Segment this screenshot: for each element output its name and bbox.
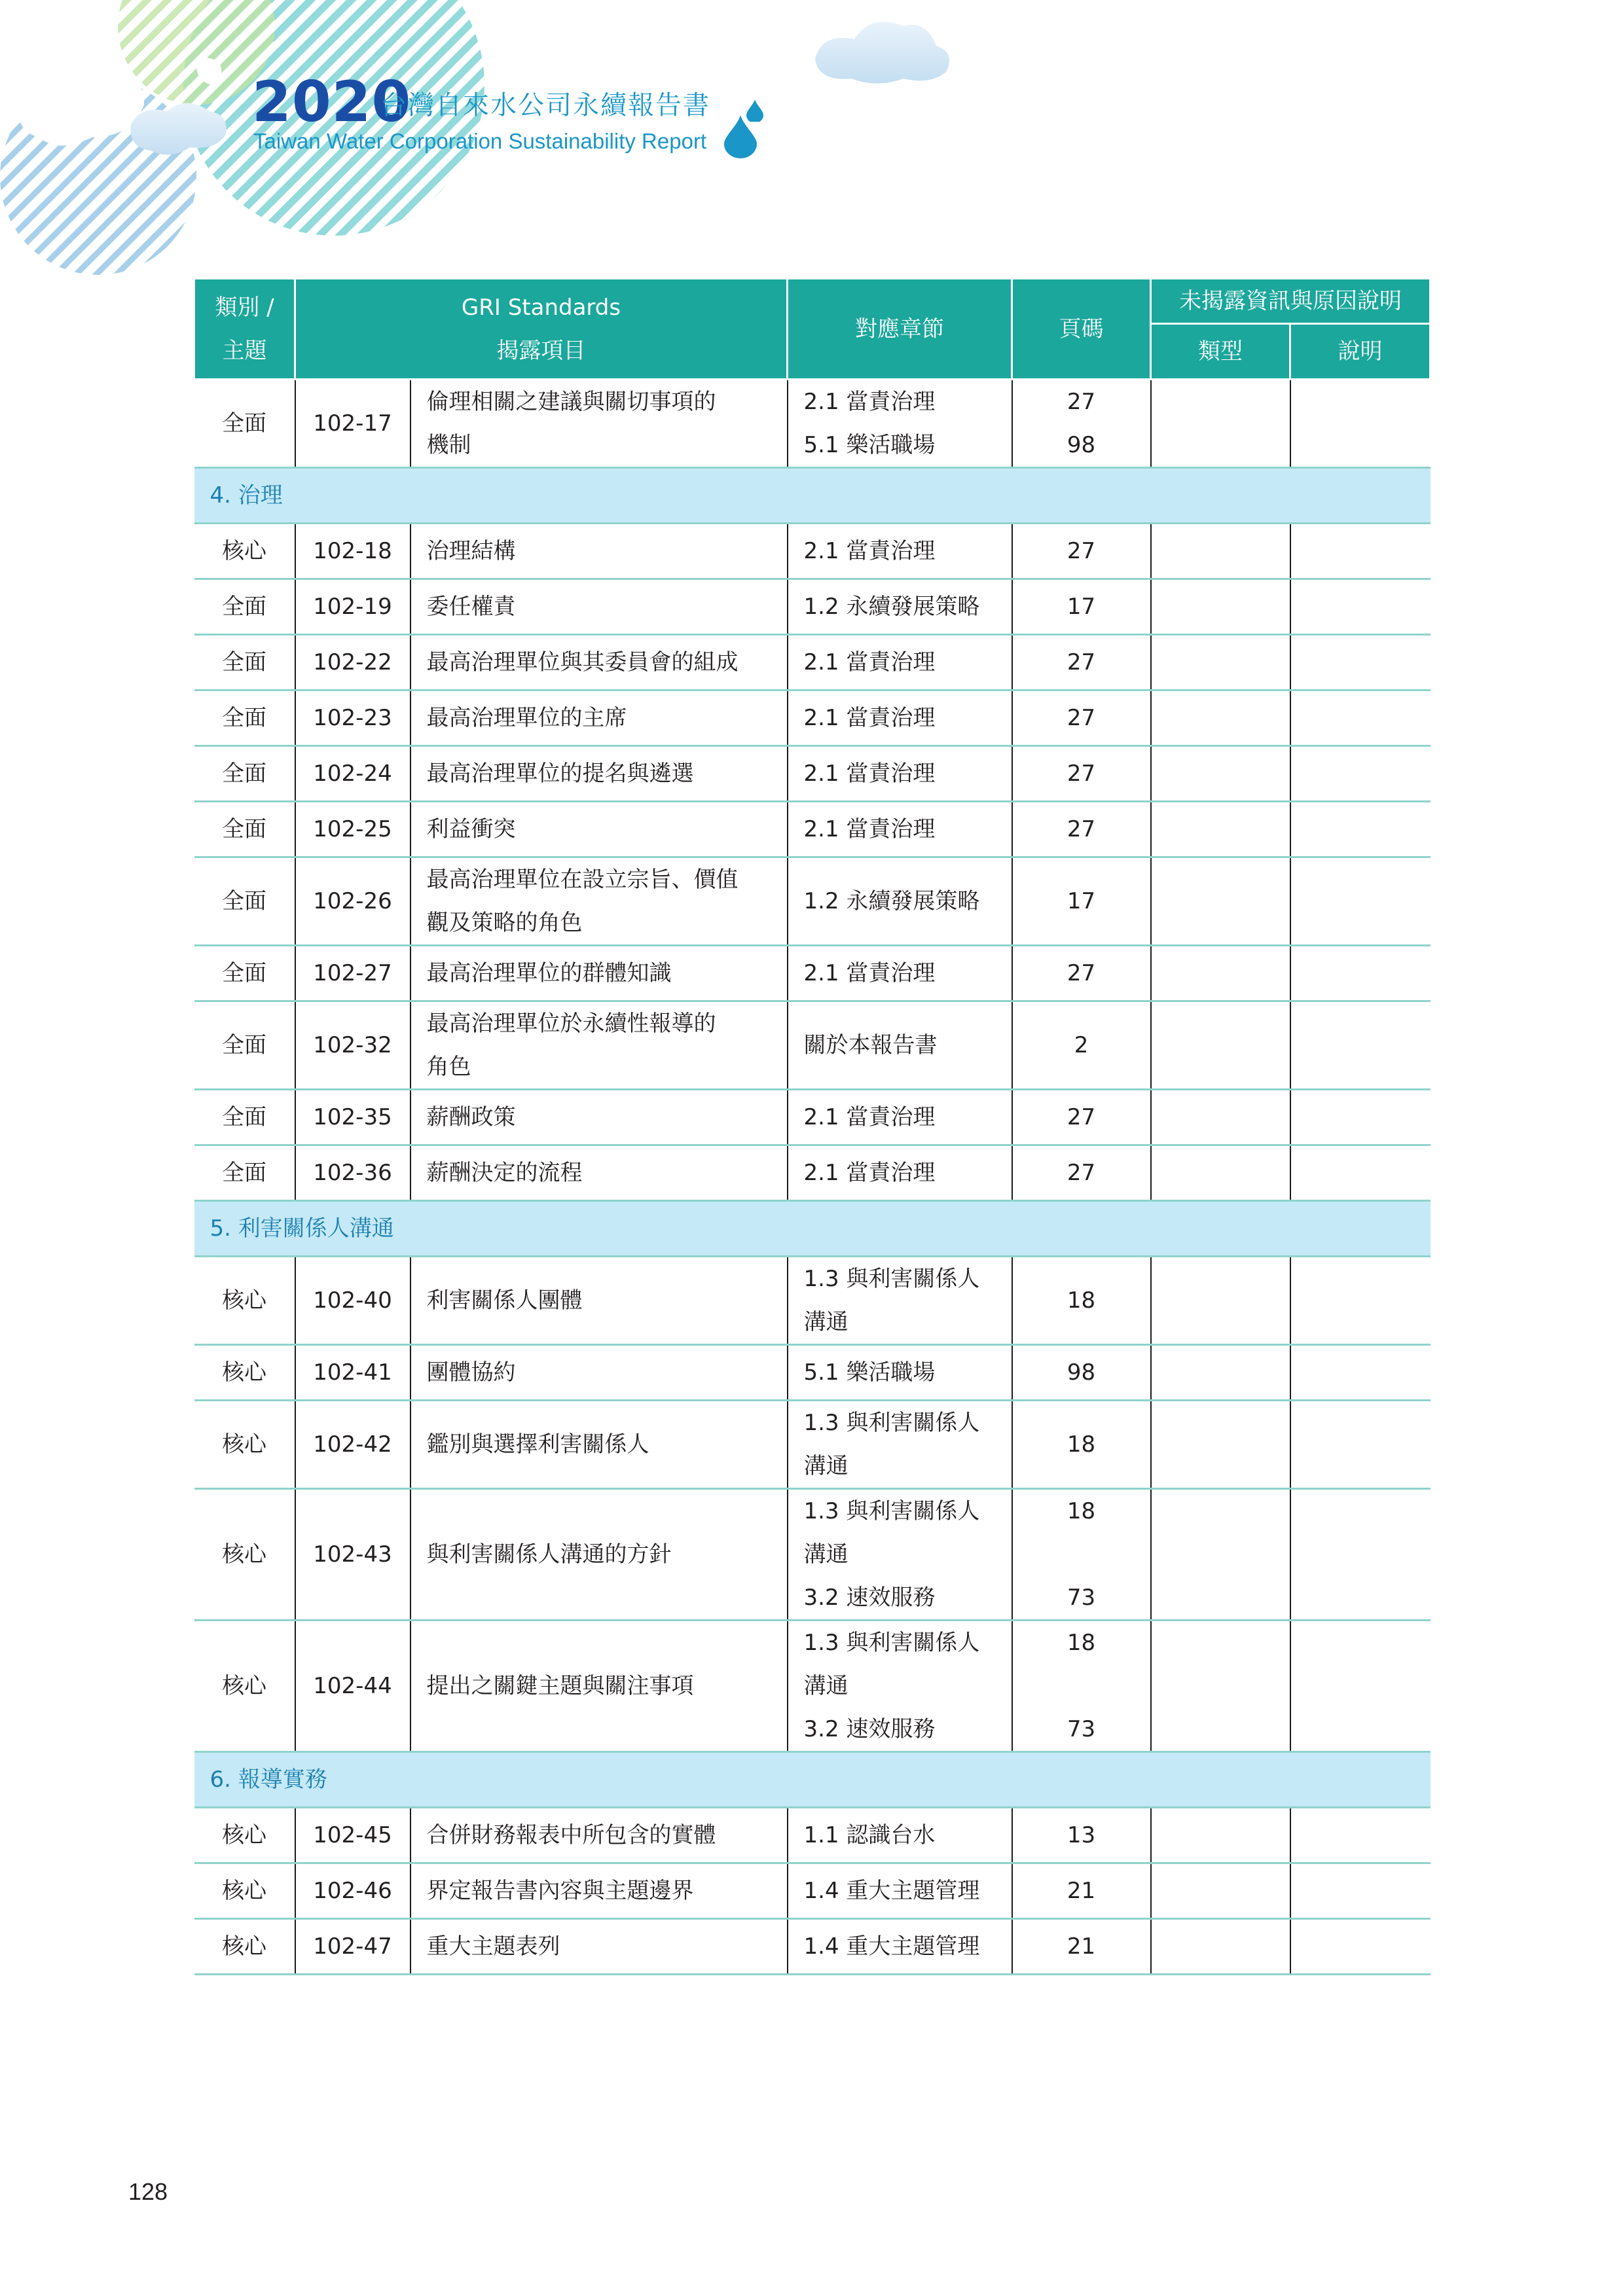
code-cell: 102-25 (295, 802, 410, 857)
table-row (194, 1401, 1431, 1489)
category-cell: 全面 (194, 691, 295, 746)
chapter-cell (788, 946, 1012, 1001)
chapter-line: 1.3 與利害關係人 (803, 1630, 980, 1656)
omission-desc-cell (1290, 1090, 1431, 1145)
omission-type-cell (1151, 946, 1290, 1001)
omission-desc-cell (1290, 857, 1431, 946)
page-line (1013, 1533, 1150, 1576)
table-row (194, 746, 1431, 802)
page-line: 2 (1074, 1032, 1089, 1058)
table-body (194, 380, 1431, 1975)
chapter-cell (788, 1257, 1012, 1345)
omission-desc-cell (1290, 1257, 1431, 1345)
chapter-line: 溝通 (803, 1453, 848, 1479)
table-row (194, 946, 1431, 1001)
page-line: 13 (1067, 1822, 1096, 1848)
chapter-line: 1.4 重大主題管理 (803, 1878, 980, 1904)
omission-desc-cell (1290, 635, 1431, 691)
item-cell (410, 1489, 788, 1621)
table-row (194, 524, 1431, 579)
page-cell (1012, 857, 1151, 946)
chapter-cell (788, 746, 1012, 802)
omission-desc-cell (1290, 380, 1431, 468)
item-line: 倫理相關之建議與關切事項的 (426, 389, 716, 415)
page-line: 73 (1067, 1716, 1096, 1742)
page-cell (1012, 579, 1151, 635)
chapter-line: 溝通 (803, 1673, 848, 1699)
item-cell (410, 524, 788, 579)
category-cell: 全面 (194, 1090, 295, 1145)
table-row (194, 635, 1431, 691)
chapter-cell (788, 579, 1012, 635)
table-row (194, 1145, 1431, 1201)
page-cell (1012, 802, 1151, 857)
chapter-line: 1.3 與利害關係人 (803, 1410, 980, 1436)
omission-desc-cell (1290, 1863, 1431, 1919)
page-line: 18 (1067, 1287, 1096, 1314)
category-cell: 全面 (194, 579, 295, 635)
code-cell: 102-47 (295, 1919, 410, 1975)
item-line: 界定報告書內容與主題邊界 (426, 1878, 694, 1904)
page-cell (1012, 635, 1151, 691)
page-line: 98 (1067, 1359, 1096, 1386)
page-line: 27 (1067, 761, 1096, 787)
omission-desc-cell (1290, 1345, 1431, 1401)
category-cell: 全面 (194, 1001, 295, 1090)
page-cell (1012, 1489, 1151, 1621)
page-line: 98 (1067, 432, 1096, 458)
chapter-line: 2.1 當責治理 (803, 1104, 936, 1130)
code-cell: 102-35 (295, 1090, 410, 1145)
page-line: 17 (1067, 594, 1096, 620)
item-line: 利害關係人團體 (426, 1287, 583, 1314)
section-title: 4. 治理 (194, 468, 1431, 524)
item-line: 最高治理單位的群體知識 (426, 960, 672, 986)
page-cell (1012, 524, 1151, 579)
page-line: 21 (1067, 1878, 1096, 1904)
omission-type-cell (1151, 1863, 1290, 1919)
omission-desc-cell (1290, 1808, 1431, 1863)
page-cell (1012, 1145, 1151, 1201)
chapter-cell (788, 1001, 1012, 1090)
chapter-line: 5.1 樂活職場 (803, 432, 936, 458)
report-year: 2020 (252, 69, 412, 135)
code-cell: 102-45 (295, 1808, 410, 1863)
item-cell (410, 691, 788, 746)
chapter-line: 2.1 當責治理 (803, 960, 936, 986)
chapter-line: 2.1 當責治理 (803, 705, 936, 731)
chapter-cell (788, 802, 1012, 857)
omission-desc-cell (1290, 1145, 1431, 1201)
chapter-cell (788, 1489, 1012, 1621)
omission-type-cell (1151, 1090, 1290, 1145)
chapter-line: 5.1 樂活職場 (803, 1359, 936, 1386)
item-cell (410, 1257, 788, 1345)
omission-desc-cell (1290, 691, 1431, 746)
code-cell: 102-36 (295, 1145, 410, 1201)
category-cell: 核心 (194, 1257, 295, 1345)
category-cell: 核心 (194, 1401, 295, 1489)
table-row (194, 802, 1431, 857)
page-line (1013, 1664, 1150, 1708)
item-cell (410, 1090, 788, 1145)
category-cell: 全面 (194, 802, 295, 857)
chapter-line: 1.3 與利害關係人 (803, 1266, 980, 1292)
category-cell: 全面 (194, 946, 295, 1001)
table-row (194, 380, 1431, 468)
chapter-line: 2.1 當責治理 (803, 761, 936, 787)
page-line: 27 (1067, 1104, 1096, 1130)
table-row (194, 1621, 1431, 1752)
chapter-line: 3.2 速效服務 (803, 1585, 936, 1611)
code-cell: 102-32 (295, 1001, 410, 1090)
page-cell (1012, 380, 1151, 468)
omission-desc-cell (1290, 1401, 1431, 1489)
page-cell (1012, 1863, 1151, 1919)
chapter-line: 溝通 (803, 1309, 848, 1335)
item-line: 治理結構 (426, 538, 516, 564)
omission-type-cell (1151, 635, 1290, 691)
category-cell: 核心 (194, 524, 295, 579)
item-line: 機制 (426, 432, 471, 458)
chapter-line: 2.1 當責治理 (803, 649, 936, 675)
category-cell: 核心 (194, 1919, 295, 1975)
code-cell: 102-27 (295, 946, 410, 1001)
category-cell: 全面 (194, 380, 295, 468)
code-cell: 102-24 (295, 746, 410, 802)
page-cell (1012, 746, 1151, 802)
category-cell: 核心 (194, 1808, 295, 1863)
item-line: 最高治理單位於永續性報導的 (426, 1011, 716, 1037)
chapter-cell (788, 1345, 1012, 1401)
item-cell (410, 1345, 788, 1401)
page-line: 18 (1067, 1630, 1096, 1656)
omission-type-cell (1151, 1257, 1290, 1345)
item-line: 最高治理單位在設立宗旨、價值 (426, 867, 739, 893)
omission-type-cell (1151, 1345, 1290, 1401)
page-line: 27 (1067, 389, 1096, 415)
omission-desc-cell (1290, 802, 1431, 857)
header-omission-type: 類型 (1151, 324, 1290, 380)
omission-type-cell (1151, 1145, 1290, 1201)
page-line: 27 (1067, 538, 1096, 564)
page-cell (1012, 1621, 1151, 1752)
chapter-cell (788, 1808, 1012, 1863)
omission-desc-cell (1290, 1621, 1431, 1752)
section-title: 5. 利害關係人溝通 (194, 1201, 1431, 1257)
omission-type-cell (1151, 857, 1290, 946)
page-cell (1012, 1919, 1151, 1975)
page-cell (1012, 1090, 1151, 1145)
code-cell: 102-42 (295, 1401, 410, 1489)
omission-desc-cell (1290, 946, 1431, 1001)
code-cell: 102-19 (295, 579, 410, 635)
page-cell (1012, 1001, 1151, 1090)
section-row (194, 468, 1431, 524)
page-cell (1012, 691, 1151, 746)
header-category: 類別 / 主題 (194, 279, 295, 380)
chapter-line: 1.2 永續發展策略 (803, 888, 980, 914)
page-line: 73 (1067, 1585, 1096, 1611)
code-cell: 102-40 (295, 1257, 410, 1345)
code-cell: 102-46 (295, 1863, 410, 1919)
table-header (194, 279, 1431, 380)
chapter-line: 3.2 速效服務 (803, 1716, 936, 1742)
page-cell (1012, 1257, 1151, 1345)
chapter-line: 關於本報告書 (803, 1032, 938, 1058)
chapter-cell (788, 380, 1012, 468)
chapter-cell (788, 635, 1012, 691)
chapter-line: 2.1 當責治理 (803, 389, 936, 415)
omission-type-cell (1151, 1808, 1290, 1863)
item-line: 團體協約 (426, 1359, 516, 1386)
chapter-cell (788, 691, 1012, 746)
item-cell (410, 1001, 788, 1090)
item-cell (410, 1863, 788, 1919)
category-cell: 全面 (194, 857, 295, 946)
omission-type-cell (1151, 1489, 1290, 1621)
omission-type-cell (1151, 802, 1290, 857)
item-cell (410, 802, 788, 857)
page-line: 17 (1067, 888, 1096, 914)
page-cell (1012, 1345, 1151, 1401)
item-cell (410, 746, 788, 802)
page-line: 27 (1067, 960, 1096, 986)
category-cell: 全面 (194, 1145, 295, 1201)
omission-type-cell (1151, 1401, 1290, 1489)
table-row (194, 1919, 1431, 1975)
omission-type-cell (1151, 691, 1290, 746)
category-cell: 核心 (194, 1489, 295, 1621)
item-line: 最高治理單位與其委員會的組成 (426, 649, 739, 675)
section-row (194, 1752, 1431, 1808)
report-title-en: Taiwan Water Corporation Sustainability Report (253, 129, 707, 153)
code-cell: 102-41 (295, 1345, 410, 1401)
chapter-line: 1.4 重大主題管理 (803, 1933, 980, 1960)
item-line: 鑑別與選擇利害關係人 (426, 1431, 649, 1458)
chapter-cell (788, 1919, 1012, 1975)
chapter-line: 溝通 (803, 1541, 848, 1568)
omission-desc-cell (1290, 579, 1431, 635)
item-cell (410, 1145, 788, 1201)
item-cell (410, 1919, 788, 1975)
chapter-cell (788, 1863, 1012, 1919)
item-line: 與利害關係人溝通的方針 (426, 1541, 672, 1568)
page-cell (1012, 1401, 1151, 1489)
code-cell: 102-43 (295, 1489, 410, 1621)
omission-desc-cell (1290, 1489, 1431, 1621)
omission-type-cell (1151, 380, 1290, 468)
chapter-cell (788, 857, 1012, 946)
table-row (194, 1090, 1431, 1145)
category-cell: 核心 (194, 1345, 295, 1401)
omission-type-cell (1151, 524, 1290, 579)
item-line: 委任權責 (426, 594, 516, 620)
chapter-line: 1.3 與利害關係人 (803, 1498, 980, 1524)
section-row (194, 1201, 1431, 1257)
chapter-line: 2.1 當責治理 (803, 816, 936, 842)
chapter-cell (788, 1145, 1012, 1201)
item-line: 合併財務報表中所包含的實體 (426, 1822, 716, 1848)
page-line: 27 (1067, 705, 1096, 731)
item-cell (410, 579, 788, 635)
code-cell: 102-26 (295, 857, 410, 946)
code-cell: 102-17 (295, 380, 410, 468)
page-line: 27 (1067, 1160, 1096, 1186)
chapter-cell (788, 1401, 1012, 1489)
table-row (194, 579, 1431, 635)
omission-type-cell (1151, 579, 1290, 635)
omission-desc-cell (1290, 746, 1431, 802)
item-line: 角色 (426, 1054, 471, 1080)
category-cell: 全面 (194, 746, 295, 802)
header-page: 頁碼 (1012, 279, 1151, 380)
item-line: 重大主題表列 (426, 1933, 560, 1960)
page-line: 21 (1067, 1933, 1096, 1960)
header-chapter: 對應章節 (788, 279, 1012, 380)
omission-desc-cell (1290, 1001, 1431, 1090)
item-line: 薪酬決定的流程 (426, 1160, 583, 1186)
page-line: 18 (1067, 1431, 1096, 1458)
report-title-zh: 台灣自來水公司永續報告書 (380, 90, 710, 120)
code-cell: 102-22 (295, 635, 410, 691)
omission-type-cell (1151, 1001, 1290, 1090)
page-line: 27 (1067, 649, 1096, 675)
header-omission-desc: 說明 (1290, 324, 1431, 380)
item-cell (410, 635, 788, 691)
item-cell (410, 380, 788, 468)
table-row (194, 1257, 1431, 1345)
item-line: 最高治理單位的提名與遴選 (426, 761, 694, 787)
table-row (194, 1001, 1431, 1090)
item-line: 觀及策略的角色 (426, 910, 583, 936)
page-line: 27 (1067, 816, 1096, 842)
chapter-cell (788, 524, 1012, 579)
header-gri: GRI Standards 揭露項目 (295, 279, 788, 380)
page-cell (1012, 946, 1151, 1001)
category-cell: 核心 (194, 1621, 295, 1752)
item-line: 提出之關鍵主題與關注事項 (426, 1673, 694, 1699)
code-cell: 102-18 (295, 524, 410, 579)
item-line: 最高治理單位的主席 (426, 705, 627, 731)
water-drop-large-icon (724, 115, 757, 158)
category-cell: 核心 (194, 1863, 295, 1919)
chapter-line: 1.2 永續發展策略 (803, 594, 980, 620)
table-row (194, 1489, 1431, 1621)
table-row (194, 1345, 1431, 1401)
item-cell (410, 1401, 788, 1489)
chapter-cell (788, 1090, 1012, 1145)
chapter-line: 2.1 當責治理 (803, 538, 936, 564)
omission-desc-cell (1290, 524, 1431, 579)
table-row (194, 857, 1431, 946)
page-line: 18 (1067, 1498, 1096, 1524)
header-omission: 未揭露資訊與原因說明 (1151, 279, 1431, 324)
item-line: 薪酬政策 (426, 1104, 516, 1130)
item-line: 利益衝突 (426, 816, 516, 842)
gri-index-table (193, 278, 1431, 1975)
table-row (194, 1863, 1431, 1919)
omission-type-cell (1151, 1621, 1290, 1752)
table-row (194, 691, 1431, 746)
chapter-cell (788, 1621, 1012, 1752)
code-cell: 102-44 (295, 1621, 410, 1752)
page-cell (1012, 1808, 1151, 1863)
item-cell (410, 1808, 788, 1863)
item-cell (410, 857, 788, 946)
omission-desc-cell (1290, 1919, 1431, 1975)
item-cell (410, 946, 788, 1001)
omission-type-cell (1151, 1919, 1290, 1975)
page-number: 128 (128, 2178, 168, 2205)
table-row (194, 1808, 1431, 1863)
code-cell: 102-23 (295, 691, 410, 746)
section-title: 6. 報導實務 (194, 1752, 1431, 1808)
chapter-line: 1.1 認識台水 (803, 1822, 936, 1848)
category-cell: 全面 (194, 635, 295, 691)
omission-type-cell (1151, 746, 1290, 802)
chapter-line: 2.1 當責治理 (803, 1160, 936, 1186)
item-cell (410, 1621, 788, 1752)
